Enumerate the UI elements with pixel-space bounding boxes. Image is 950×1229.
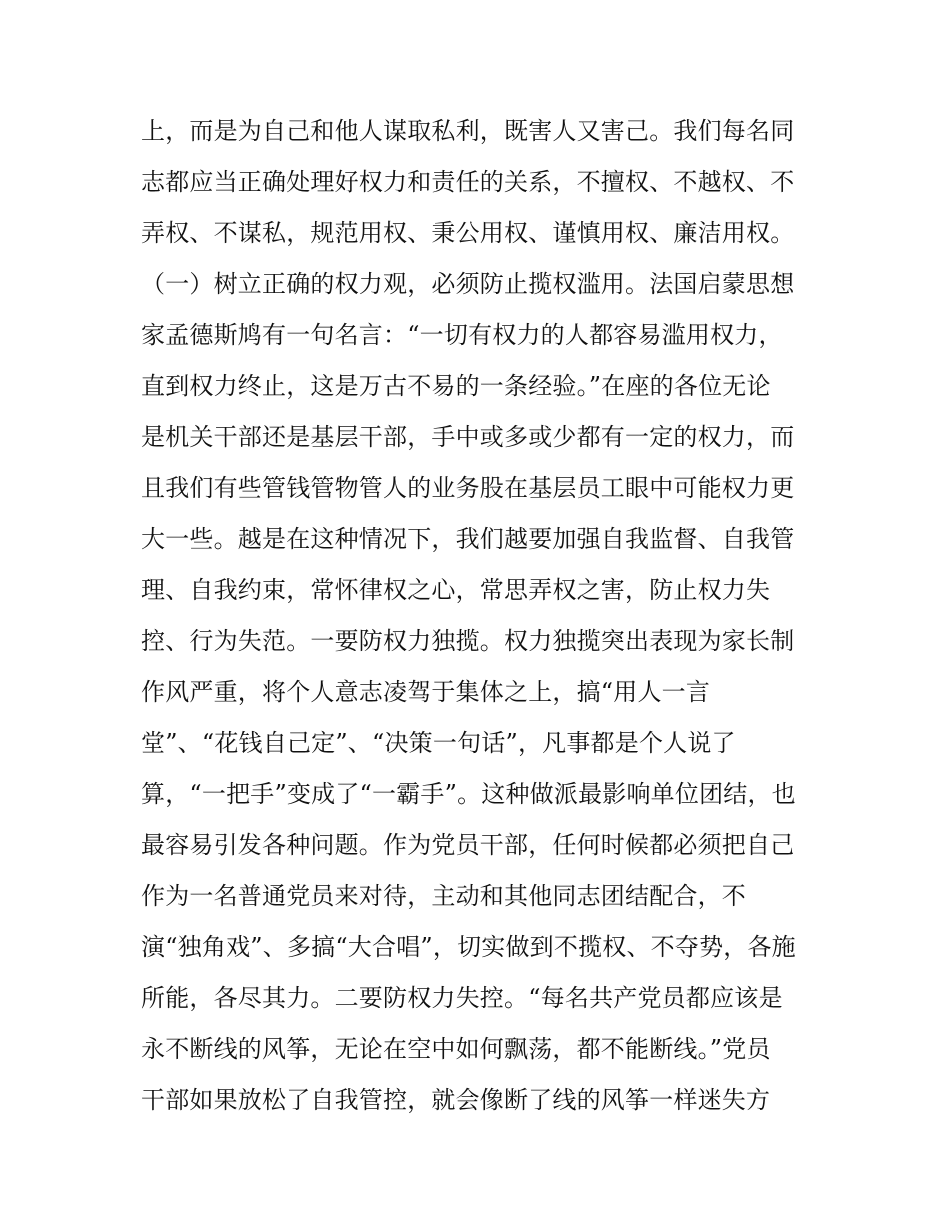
- text-line: 弄权、不谋私，规范用权、秉公用权、谨慎用权、廉洁用权。: [141, 219, 795, 247]
- text-line: 家孟德斯鸠有一句名言：“一切有权力的人都容易滥用权力，: [141, 321, 783, 349]
- text-line: 永不断线的风筝，无论在空中如何飘荡，都不能断线。”党员: [141, 1035, 771, 1063]
- text-line: 是机关干部还是基层干部，手中或多或少都有一定的权力，而: [141, 423, 795, 451]
- text-line: 且我们有些管钱管物管人的业务股在基层员工眼中可能权力更: [141, 474, 795, 502]
- text-line: 作风严重，将个人意志凌驾于集体之上，搞“用人一言: [141, 678, 711, 706]
- text-line: 演“独角戏”、多搞“大合唱”，切实做到不揽权、不夺势，各施: [141, 933, 796, 961]
- text-line: 最容易引发各种问题。作为党员干部，任何时候都必须把自己: [141, 831, 795, 859]
- text-line: 直到权力终止，这是万古不易的一条经验。”在座的各位无论: [141, 372, 771, 400]
- text-line: 理、自我约束，常怀律权之心，常思弄权之害，防止权力失: [141, 576, 771, 604]
- text-line: 算，“一把手”变成了“一霸手”。这种做派最影响单位团结，也: [141, 780, 796, 808]
- text-line: 作为一名普通党员来对待，主动和其他同志团结配合，不: [141, 882, 746, 910]
- text-line: （一）树立正确的权力观，必须防止揽权滥用。法国启蒙思想: [141, 270, 795, 298]
- text-line: 所能，各尽其力。二要防权力失控。“每名共产党员都应该是: [141, 984, 783, 1012]
- text-line: 志都应当正确处理好权力和责任的关系，不擅权、不越权、不: [141, 168, 795, 196]
- text-line: 堂”、“花钱自己定”、“决策一句话”，凡事都是个人说了: [141, 729, 736, 757]
- text-line: 大一些。越是在这种情况下，我们越要加强自我监督、自我管: [141, 525, 795, 553]
- body-text: [141, 106, 821, 1126]
- text-line: 上，而是为自己和他人谋取私利，既害人又害己。我们每名同: [141, 117, 795, 145]
- text-line: 干部如果放松了自我管控，就会像断了线的风筝一样迷失方: [141, 1086, 771, 1114]
- text-line: 控、行为失范。一要防权力独揽。权力独揽突出表现为家长制: [141, 627, 795, 655]
